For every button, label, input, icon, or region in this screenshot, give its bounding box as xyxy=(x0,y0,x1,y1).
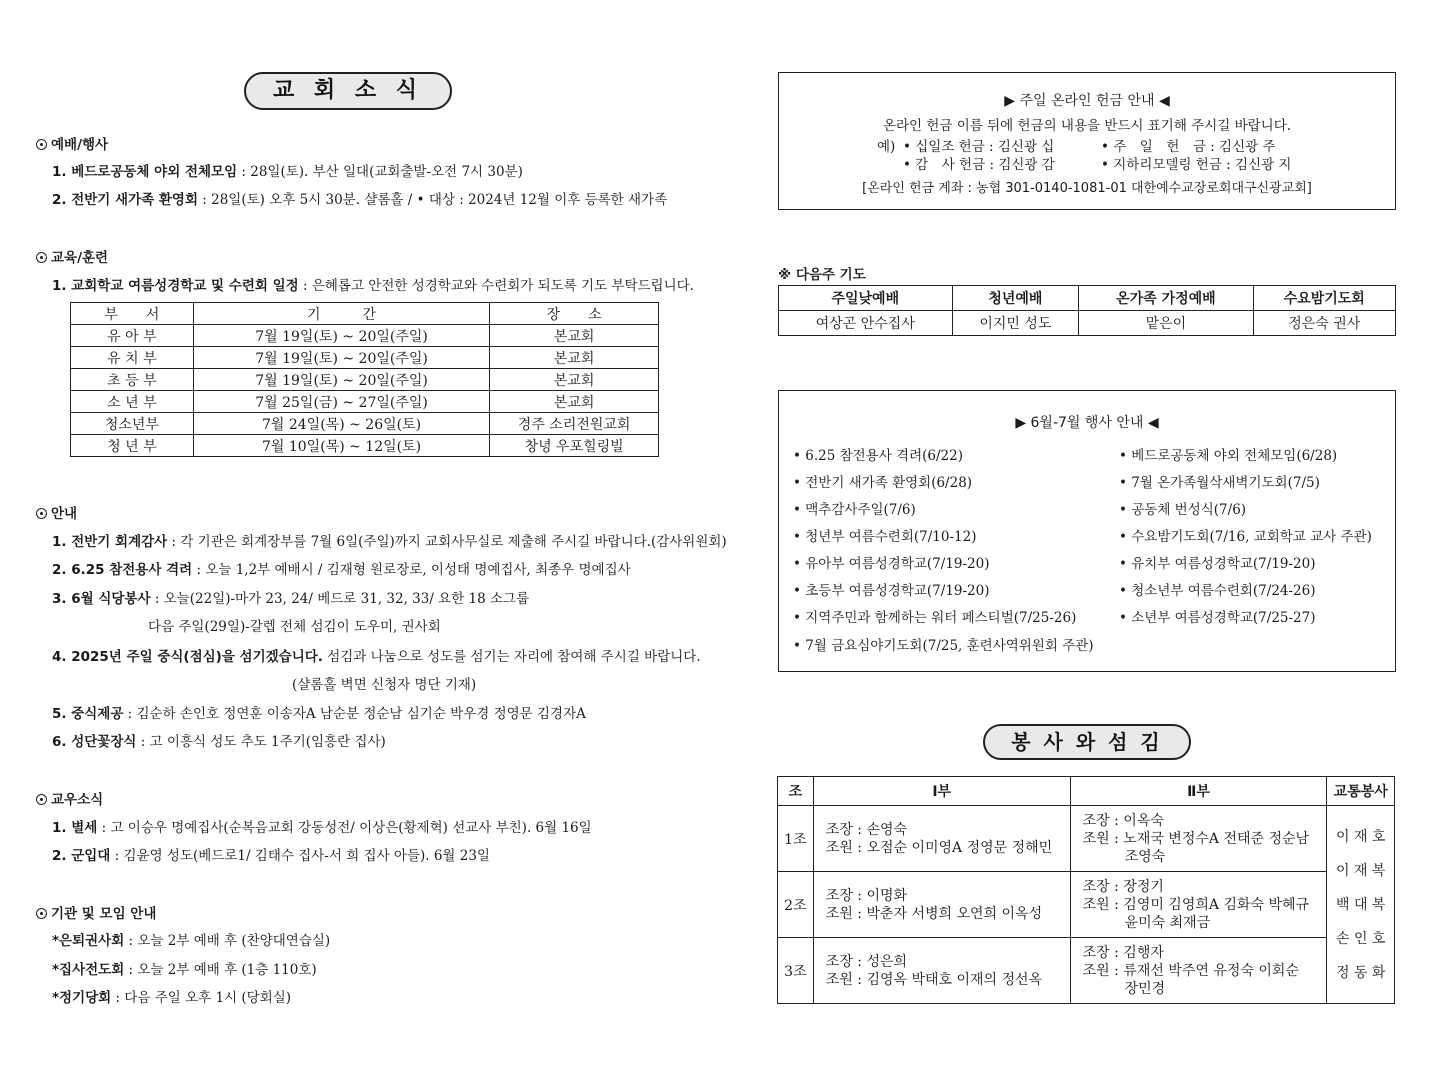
service-members-continued: 장민경 xyxy=(1082,980,1166,997)
notice-item-5-label: 5. 중식제공 xyxy=(52,706,124,722)
table-row xyxy=(778,938,1395,1004)
groups-item-2-label: *집사전도회 xyxy=(52,962,125,978)
service-part1-members xyxy=(813,872,1070,938)
table-row xyxy=(778,806,1395,872)
groups-item-1-label: *은퇴권사회 xyxy=(52,933,125,949)
online-offering-box xyxy=(778,72,1396,210)
notice-item-4-continued xyxy=(292,673,476,693)
prayer-header-family: 온가족 가정예배 xyxy=(1079,286,1253,311)
notice-item-1-text: : 각 기관은 회계장부를 7월 6일(주일)까지 교회사무실로 제출해 주시길 바랍니다.(감사위원회) xyxy=(167,534,727,550)
members-item-2-text: : 김윤영 성도(베드로1/ 김태수 집사-서 희 집사 아들). 6월 23일 xyxy=(110,848,490,864)
cell-place: 본교회 xyxy=(490,369,659,391)
table-row xyxy=(779,311,1396,336)
worship-heading-text: 예배/행사 xyxy=(51,137,109,153)
service-leader: 조장 : 김행자 xyxy=(1082,944,1164,961)
cell-place: 경주 소리전원교회 xyxy=(490,413,659,435)
table-header-row xyxy=(778,777,1395,806)
event-item: • 청년부 여름수련회(7/10-12) xyxy=(793,529,977,545)
circle-dot-icon xyxy=(36,908,47,919)
event-item: • 맥추감사주일(7/6) xyxy=(793,502,916,518)
service-table xyxy=(777,776,1395,1004)
notice-item-5-text: : 김순하 손인호 정연훈 이송자A 남순분 정순남 심기순 박우경 정영문 김경자A xyxy=(123,706,586,722)
table-row xyxy=(71,325,659,347)
notice-item-3-label: 3. 6월 식당봉사 xyxy=(52,591,151,607)
prayer-value-family: 맡은이 xyxy=(1079,311,1253,336)
prayer-value-youth: 이지민 성도 xyxy=(952,311,1079,336)
event-item: • 유아부 여름성경학교(7/19-20) xyxy=(793,556,990,572)
cell-period: 7월 19일(토) ~ 20일(주일) xyxy=(193,325,489,347)
worship-item-1 xyxy=(52,160,523,180)
table-header-row xyxy=(71,303,659,325)
members-item-1-text: : 고 이승우 명예집사(순복음교회 강동성전/ 이상은(황제혁) 선교사 부친). 6월 16일 xyxy=(97,820,592,836)
traffic-volunteer: 이 재 복 xyxy=(1335,862,1386,879)
members-section-heading xyxy=(36,788,103,808)
traffic-volunteer: 백 대 복 xyxy=(1335,896,1386,913)
event-item: • 베드로공동체 야외 전체모임(6/28) xyxy=(1119,448,1338,464)
service-members: 조원 : 오점순 이미영A 정영문 정해민 xyxy=(825,839,1053,856)
cell-department: 유 아 부 xyxy=(71,325,194,347)
members-item-1 xyxy=(52,816,592,836)
prayer-table xyxy=(778,285,1396,336)
service-members: 조원 : 김영미 김영희A 김화숙 박혜규 xyxy=(1082,896,1310,913)
cell-department: 청소년부 xyxy=(71,413,194,435)
service-part2-members xyxy=(1070,806,1327,872)
service-leader: 조장 : 이명화 xyxy=(825,887,908,904)
table-header-row xyxy=(779,286,1396,311)
table-row xyxy=(71,369,659,391)
notice-section-heading xyxy=(36,502,77,522)
traffic-volunteer: 손 인 호 xyxy=(1335,930,1386,947)
groups-heading-text: 기관 및 모임 안내 xyxy=(51,906,157,922)
event-item: • 소년부 여름성경학교(7/25-27) xyxy=(1119,610,1316,626)
education-heading-text: 교육/훈련 xyxy=(51,250,109,266)
cell-place: 창녕 우포힐링빌 xyxy=(490,435,659,457)
worship-item-2 xyxy=(52,188,667,208)
offering-example-thanks: • 감 사 헌금 : 김신광 감 xyxy=(903,157,1055,173)
notice-item-6 xyxy=(52,730,386,750)
groups-item-2 xyxy=(52,958,317,978)
event-item: • 6.25 참전용사 격려(6/22) xyxy=(793,448,963,464)
notice-item-5 xyxy=(52,702,586,722)
groups-item-3 xyxy=(52,986,291,1006)
service-members: 조원 : 노재국 변정수A 전태준 정순남 xyxy=(1082,830,1310,847)
service-group-label: 1조 xyxy=(778,806,814,872)
table-row xyxy=(778,872,1395,938)
table-row xyxy=(71,391,659,413)
notice-item-2-label: 2. 6.25 참전용사 격려 xyxy=(52,562,193,578)
header-department: 부 서 xyxy=(71,303,194,325)
service-part1-members xyxy=(813,938,1070,1004)
members-item-2 xyxy=(52,844,490,864)
notice-heading-text: 안내 xyxy=(51,506,78,522)
worship-item-2-label: 2. 전반기 새가족 환영회 xyxy=(52,192,198,208)
event-item: • 공동체 번성식(7/6) xyxy=(1119,502,1247,518)
service-title: 봉 사 와 섬 김 xyxy=(983,724,1191,760)
offering-example-tithe: • 십일조 헌금 : 김신광 십 xyxy=(903,139,1055,155)
events-box xyxy=(778,390,1396,672)
notice-item-4-label: 4. 2025년 주일 중식(점심)을 섬기겠습니다. xyxy=(52,649,323,665)
table-row xyxy=(71,413,659,435)
event-item: • 지역주민과 함께하는 워터 페스티벌(7/25-26) xyxy=(793,610,1077,626)
service-members: 조원 : 류재선 박주연 유정숙 이회순 xyxy=(1082,962,1299,979)
groups-item-1-text: : 오늘 2부 예배 후 (찬양대연습실) xyxy=(124,933,331,949)
worship-item-1-text: : 28일(토). 부산 일대(교회출발-오전 7시 30분) xyxy=(237,164,523,180)
service-members: 조원 : 김영옥 박태호 이재의 정선옥 xyxy=(825,971,1043,988)
members-heading-text: 교우소식 xyxy=(51,792,104,808)
event-item: • 전반기 새가족 환영회(6/28) xyxy=(793,475,973,491)
church-news-title: 교 회 소 식 xyxy=(244,72,452,110)
notice-item-1 xyxy=(52,530,727,550)
notice-item-4 xyxy=(52,645,701,665)
traffic-volunteer: 이 재 호 xyxy=(1335,828,1386,845)
service-header-group: 조 xyxy=(778,777,814,806)
groups-item-3-label: *정기당회 xyxy=(52,990,112,1006)
cell-place: 본교회 xyxy=(490,347,659,369)
notice-item-3-continued xyxy=(148,615,441,635)
prayer-value-sunday: 여상곤 안수집사 xyxy=(779,311,953,336)
cell-period: 7월 24일(목) ~ 26일(토) xyxy=(193,413,489,435)
service-header-part1: Ⅰ부 xyxy=(813,777,1070,806)
cell-period: 7월 10일(목) ~ 12일(토) xyxy=(193,435,489,457)
cell-department: 유 치 부 xyxy=(71,347,194,369)
notice-item-3-continued-text: 다음 주일(29일)-갈렙 전체 섬김이 도우미, 권사회 xyxy=(148,619,441,635)
service-header-part2: Ⅱ부 xyxy=(1070,777,1327,806)
circle-dot-icon xyxy=(36,252,47,263)
next-week-prayer-heading: ※ 다음주 기도 xyxy=(778,267,866,283)
cell-place: 본교회 xyxy=(490,325,659,347)
service-members: 조원 : 박춘자 서병희 오연희 이옥성 xyxy=(825,905,1043,922)
service-part2-members xyxy=(1070,938,1327,1004)
education-item-1 xyxy=(52,274,694,294)
service-header-traffic: 교통봉사 xyxy=(1327,777,1395,806)
cell-place: 본교회 xyxy=(490,391,659,413)
service-members-continued: 윤미숙 최재금 xyxy=(1082,914,1211,931)
prayer-header-youth: 청년예배 xyxy=(952,286,1079,311)
cell-period: 7월 25일(금) ~ 27일(주일) xyxy=(193,391,489,413)
notice-item-2 xyxy=(52,558,631,578)
service-group-label: 2조 xyxy=(778,872,814,938)
event-item: • 유치부 여름성경학교(7/19-20) xyxy=(1119,556,1316,572)
offering-account: [온라인 헌금 계좌 : 농협 301-0140-1081-01 대한예수교장로회대구신광교회] xyxy=(862,181,1312,196)
event-item: • 수요밤기도회(7/16, 교회학교 교사 주관) xyxy=(1119,529,1372,545)
notice-item-6-label: 6. 성단꽃장식 xyxy=(52,734,137,750)
notice-item-3-text: : 오늘(22일)-마가 23, 24/ 베드로 31, 32, 33/ 요한 18 소그룹 xyxy=(150,591,530,607)
notice-item-6-text: : 고 이흥식 성도 추도 1주기(임흥란 집사) xyxy=(136,734,386,750)
table-row xyxy=(71,435,659,457)
service-leader: 조장 : 손영숙 xyxy=(825,821,908,838)
traffic-volunteer: 정 동 화 xyxy=(1335,964,1386,981)
service-group-label: 3조 xyxy=(778,938,814,1004)
event-item: • 청소년부 여름수련회(7/24-26) xyxy=(1119,583,1316,599)
service-leader: 조장 : 이옥숙 xyxy=(1082,812,1164,829)
cell-period: 7월 19일(토) ~ 20일(주일) xyxy=(193,347,489,369)
service-part1-members xyxy=(813,806,1070,872)
events-title: ▶ 6월-7월 행사 안내 ◀ xyxy=(1015,415,1159,431)
event-item: • 7월 온가족월삭새벽기도회(7/5) xyxy=(1119,475,1320,491)
members-item-1-label: 1. 별세 xyxy=(52,820,98,836)
notice-item-4-text: 섬김과 나눔으로 성도를 섬기는 자리에 참여해 주시길 바랍니다. xyxy=(322,649,701,665)
worship-item-2-text: : 28일(토) 오후 5시 30분. 샬롬홀 / • 대상 : 2024년 12월 이후 등록한 새가족 xyxy=(198,192,668,208)
prayer-header-sunday: 주일낮예배 xyxy=(779,286,953,311)
cell-department: 청 년 부 xyxy=(71,435,194,457)
notice-item-1-label: 1. 전반기 회계감사 xyxy=(52,534,168,550)
worship-item-1-label: 1. 베드로공동체 야외 전체모임 xyxy=(52,164,238,180)
members-item-2-label: 2. 군입대 xyxy=(52,848,111,864)
offering-example-sunday: • 주 일 헌 금 : 김신광 주 xyxy=(1101,139,1276,155)
table-row xyxy=(71,347,659,369)
offering-example-basement: • 지하리모델링 헌금 : 김신광 지 xyxy=(1101,157,1292,173)
service-leader: 조장 : 성은희 xyxy=(825,953,908,970)
groups-section-heading xyxy=(36,902,156,922)
circle-dot-icon xyxy=(36,139,47,150)
groups-item-1 xyxy=(52,929,330,949)
offering-title: ▶ 주일 온라인 헌금 안내 ◀ xyxy=(1004,93,1170,109)
prayer-value-wednesday: 정은숙 권사 xyxy=(1253,311,1395,336)
worship-section-heading xyxy=(36,133,108,153)
service-part2-members xyxy=(1070,872,1327,938)
event-item: • 7월 금요심야기도회(7/25, 훈련사역위원회 주관) xyxy=(793,638,1094,654)
notice-item-3 xyxy=(52,587,529,607)
header-place: 장 소 xyxy=(490,303,659,325)
education-item-text: : 은혜롭고 안전한 성경학교와 수련회가 되도록 기도 부탁드립니다. xyxy=(298,278,694,294)
service-leader: 조장 : 장정기 xyxy=(1082,878,1164,895)
cell-period: 7월 19일(토) ~ 20일(주일) xyxy=(193,369,489,391)
cell-department: 소 년 부 xyxy=(71,391,194,413)
summer-camp-table xyxy=(70,302,659,457)
notice-item-2-text: : 오늘 1,2부 예배시 / 김재형 원로장로, 이성태 명예집사, 최종우 명예집사 xyxy=(192,562,631,578)
traffic-service-list xyxy=(1327,806,1395,1004)
offering-example-prefix: 예) xyxy=(877,139,896,155)
offering-instruction: 온라인 헌금 이름 뒤에 헌금의 내용을 반드시 표기해 주시길 바랍니다. xyxy=(882,118,1292,134)
cell-department: 초 등 부 xyxy=(71,369,194,391)
notice-item-4-continued-text: (샬롬홀 벽면 신청자 명단 기재) xyxy=(292,677,477,693)
education-item-label: 1. 교회학교 여름성경학교 및 수련회 일정 xyxy=(52,278,299,294)
service-members-continued: 조영숙 xyxy=(1082,848,1166,865)
prayer-header-wednesday: 수요밤기도회 xyxy=(1253,286,1395,311)
groups-item-2-text: : 오늘 2부 예배 후 (1층 110호) xyxy=(124,962,317,978)
header-period: 기 간 xyxy=(193,303,489,325)
education-section-heading xyxy=(36,246,108,266)
circle-dot-icon xyxy=(36,794,47,805)
groups-item-3-text: : 다음 주일 오후 1시 (당회실) xyxy=(111,990,292,1006)
event-item: • 초등부 여름성경학교(7/19-20) xyxy=(793,583,990,599)
circle-dot-icon xyxy=(36,508,47,519)
